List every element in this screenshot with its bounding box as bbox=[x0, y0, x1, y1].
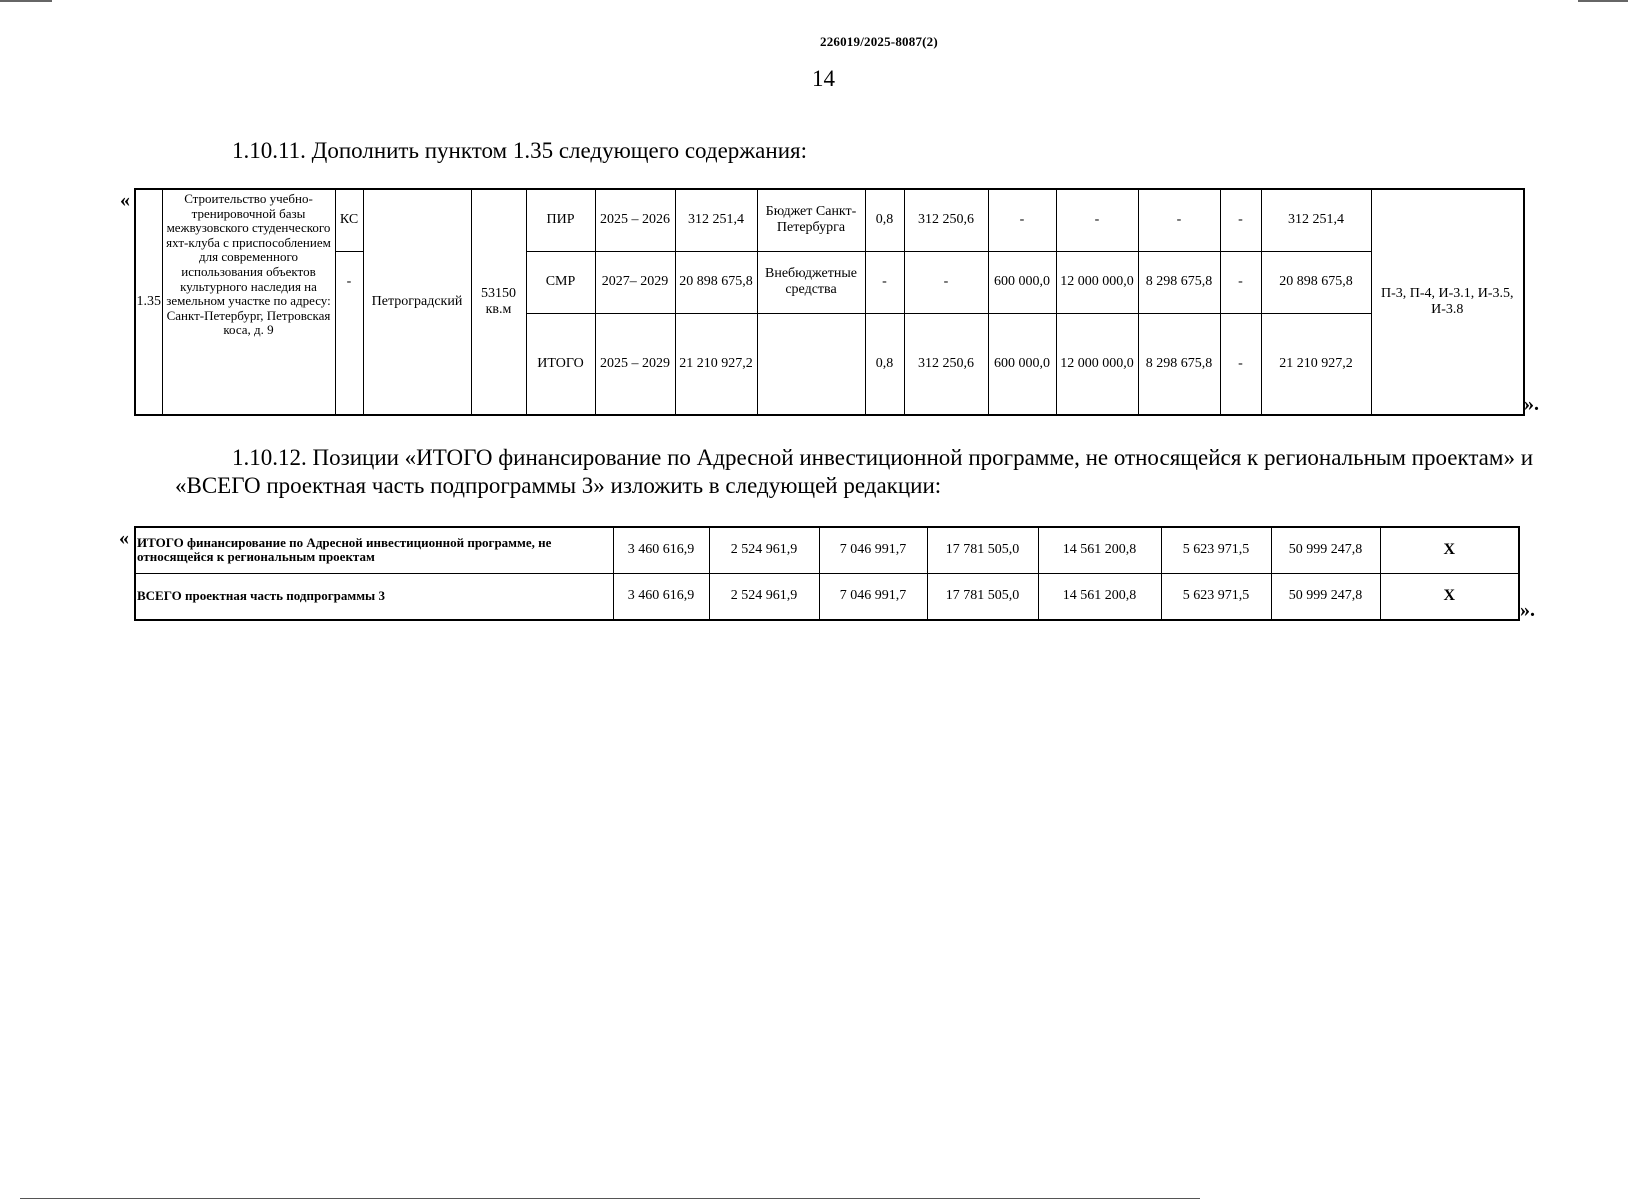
stage: СМР bbox=[545, 274, 576, 289]
period-cell bbox=[595, 251, 675, 313]
table-totals bbox=[134, 526, 1520, 621]
table1-open-quote: « bbox=[120, 189, 130, 211]
total-cell bbox=[1261, 251, 1371, 313]
table2-open-quote: « bbox=[119, 527, 129, 549]
value-cell bbox=[1220, 251, 1261, 313]
kind-mid: - bbox=[346, 273, 352, 289]
value: 5 623 971,5 bbox=[1182, 588, 1250, 604]
value-cell bbox=[819, 527, 927, 573]
value: 0,8 bbox=[875, 212, 894, 228]
x-mark: X bbox=[1443, 541, 1456, 559]
value: 12 000 000,0 bbox=[1060, 274, 1134, 289]
value-cell bbox=[1271, 573, 1380, 620]
value: 17 781 505,0 bbox=[945, 542, 1020, 558]
value: - bbox=[1094, 212, 1100, 228]
value-cell bbox=[904, 251, 988, 313]
x-mark: X bbox=[1443, 587, 1456, 605]
paragraph-1-10-12: 1.10.12. Позиции «ИТОГО финансирование по Адресной инвестиционной программе, не относящейся к региональным проектам» и «ВСЕГО проектная часть подпрограммы 3» изложить в следующей редакции: bbox=[175, 445, 1534, 498]
value: 14 561 200,8 bbox=[1062, 542, 1137, 558]
value: - bbox=[1238, 212, 1243, 228]
value: 8 298 675,8 bbox=[1145, 355, 1213, 371]
value-cell bbox=[819, 573, 927, 620]
value-cell bbox=[988, 189, 1056, 251]
scan-edge-line bbox=[1578, 0, 1628, 2]
value: 5 623 971,5 bbox=[1182, 542, 1250, 558]
scan-edge-line bbox=[20, 1198, 1200, 1199]
value-cell bbox=[1138, 313, 1220, 415]
value: 7 046 991,7 bbox=[839, 542, 907, 558]
cost-cell bbox=[675, 251, 757, 313]
item-number: 1.35 bbox=[136, 294, 161, 309]
value-cell bbox=[1161, 573, 1271, 620]
cost: 21 210 927,2 bbox=[679, 355, 753, 371]
table-row bbox=[135, 527, 1519, 573]
stage-cell bbox=[526, 251, 595, 313]
indicators: П-3, П-4, И-3.1, И-3.5, И-3.8 bbox=[1380, 286, 1514, 317]
x-cell bbox=[1380, 527, 1519, 573]
value-cell bbox=[1038, 573, 1161, 620]
value: 3 460 616,9 bbox=[627, 588, 695, 604]
cost-cell bbox=[675, 313, 757, 415]
value-cell bbox=[865, 313, 904, 415]
value: 600 000,0 bbox=[994, 274, 1050, 289]
value-cell bbox=[1056, 313, 1138, 415]
stage: ИТОГО bbox=[537, 355, 584, 371]
table-row bbox=[135, 573, 1519, 620]
kind-top: КС bbox=[339, 212, 359, 228]
value: 2 524 961,9 bbox=[730, 542, 798, 558]
document-number: 226019/2025-8087(2) bbox=[820, 34, 938, 49]
row-label-cell bbox=[135, 527, 613, 573]
item-number-cell bbox=[135, 189, 162, 415]
value: 0,8 bbox=[875, 355, 894, 371]
value-cell bbox=[988, 251, 1056, 313]
value-cell bbox=[1138, 189, 1220, 251]
total: 20 898 675,8 bbox=[1279, 274, 1353, 289]
cost: 20 898 675,8 bbox=[679, 274, 753, 289]
row-label: ВСЕГО проектная часть подпрограммы 3 bbox=[137, 588, 385, 604]
value-cell bbox=[988, 313, 1056, 415]
value-cell bbox=[613, 573, 709, 620]
value: - bbox=[943, 274, 949, 289]
value-cell bbox=[927, 527, 1038, 573]
cost: 312 251,4 bbox=[688, 212, 744, 228]
funding-source: Внебюджетные средства bbox=[765, 266, 857, 297]
value-cell bbox=[1056, 189, 1138, 251]
value: 312 250,6 bbox=[918, 355, 974, 371]
value: - bbox=[882, 274, 887, 289]
value: 2 524 961,9 bbox=[730, 588, 798, 604]
value-cell bbox=[904, 189, 988, 251]
stage-cell bbox=[526, 313, 595, 415]
table2-close-quote: ». bbox=[1520, 599, 1535, 621]
value: 50 999 247,8 bbox=[1288, 542, 1363, 558]
stage: ПИР bbox=[546, 212, 575, 228]
source-cell bbox=[757, 313, 865, 415]
row-label: ИТОГО финансирование по Адресной инвестиционной программе, не относящейся к региональным проектам bbox=[137, 535, 552, 565]
value-cell bbox=[613, 527, 709, 573]
total: 312 251,4 bbox=[1288, 212, 1344, 228]
value: - bbox=[1238, 274, 1243, 289]
value-cell bbox=[1220, 313, 1261, 415]
value-cell bbox=[1161, 527, 1271, 573]
value: 7 046 991,7 bbox=[839, 588, 907, 604]
x-cell bbox=[1380, 573, 1519, 620]
indicators-cell bbox=[1371, 189, 1524, 415]
capacity: 53150 кв.м bbox=[481, 286, 516, 317]
value-cell bbox=[1138, 251, 1220, 313]
object-name: Строительство учебно-тренировочной базы межвузовского студенческого яхт-клуба с приспособлением для современного использования объектов культурного наследия на земельном участке по адресу: Санкт-Петербург, Петровская коса, д. 9 bbox=[166, 191, 331, 338]
object-name-cell bbox=[162, 189, 335, 415]
value: 14 561 200,8 bbox=[1062, 588, 1137, 604]
value-cell bbox=[709, 527, 819, 573]
total-cell bbox=[1261, 189, 1371, 251]
scan-edge-line bbox=[0, 0, 52, 2]
value-cell bbox=[1038, 527, 1161, 573]
value: 312 250,6 bbox=[918, 212, 974, 228]
value-cell bbox=[1271, 527, 1380, 573]
stage-cell bbox=[526, 189, 595, 251]
table1-close-quote: ». bbox=[1524, 393, 1539, 415]
value: - bbox=[1019, 212, 1025, 228]
value: 600 000,0 bbox=[994, 355, 1050, 371]
value-cell bbox=[865, 251, 904, 313]
period: 2027– 2029 bbox=[601, 274, 669, 289]
value: 17 781 505,0 bbox=[945, 588, 1020, 604]
page-number: 14 bbox=[812, 66, 835, 91]
value: - bbox=[1176, 212, 1182, 228]
kind-top-cell bbox=[335, 189, 363, 251]
paragraph-1-10-11: 1.10.11. Дополнить пунктом 1.35 следующего содержания: bbox=[232, 138, 807, 163]
period: 2025 – 2029 bbox=[600, 355, 670, 371]
value: 50 999 247,8 bbox=[1288, 588, 1363, 604]
cost-cell bbox=[675, 189, 757, 251]
total-cell bbox=[1261, 313, 1371, 415]
value-cell bbox=[865, 189, 904, 251]
period-cell bbox=[595, 189, 675, 251]
district-cell bbox=[363, 189, 471, 415]
value: 12 000 000,0 bbox=[1060, 355, 1134, 371]
capacity-cell bbox=[471, 189, 526, 415]
district: Петроградский bbox=[371, 294, 463, 309]
value-cell bbox=[1056, 251, 1138, 313]
funding-source: Бюджет Санкт-Петербурга bbox=[765, 204, 857, 236]
value-cell bbox=[709, 573, 819, 620]
value-cell bbox=[927, 573, 1038, 620]
value-cell bbox=[904, 313, 988, 415]
source-cell bbox=[757, 189, 865, 251]
value: - bbox=[1238, 355, 1243, 371]
table-item-1-35 bbox=[134, 188, 1525, 416]
source-cell bbox=[757, 251, 865, 313]
total: 21 210 927,2 bbox=[1279, 355, 1353, 371]
row-label-cell bbox=[135, 573, 613, 620]
period-cell bbox=[595, 313, 675, 415]
value: 3 460 616,9 bbox=[627, 542, 695, 558]
value: 8 298 675,8 bbox=[1145, 274, 1213, 289]
value-cell bbox=[1220, 189, 1261, 251]
kind-mid-cell bbox=[335, 251, 363, 415]
period: 2025 – 2026 bbox=[600, 212, 670, 228]
